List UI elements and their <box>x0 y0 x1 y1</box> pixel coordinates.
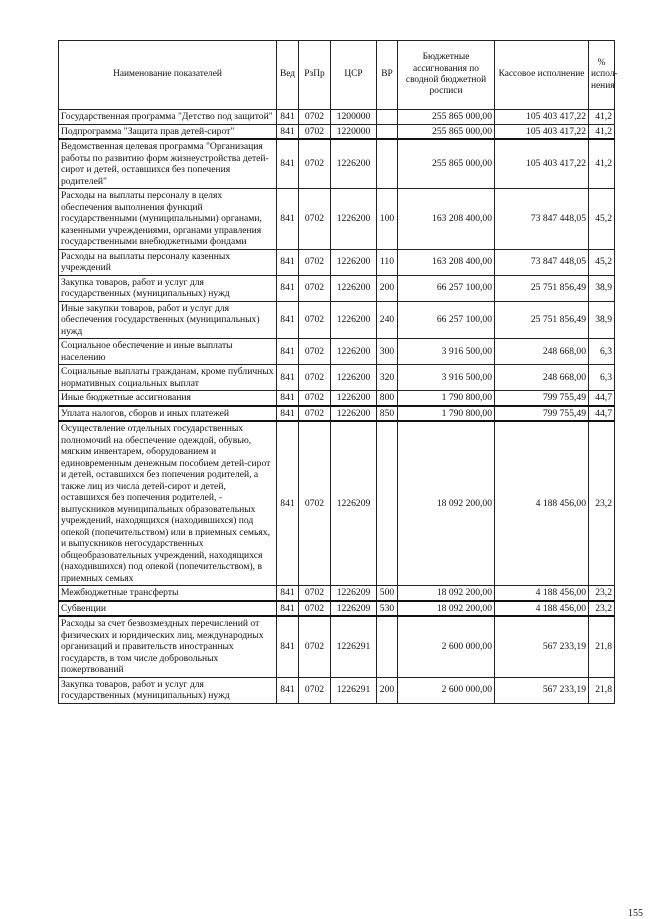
table-body <box>59 110 615 704</box>
cell-vr <box>377 110 398 125</box>
table-row <box>59 249 615 275</box>
cell-budget: 3 916 500,00 <box>398 365 495 391</box>
cell-vr: 200 <box>377 677 398 703</box>
cell-percent: 21,8 <box>589 616 615 677</box>
cell-budget: 66 257 100,00 <box>398 301 495 339</box>
table-row <box>59 124 615 139</box>
cell-rzpr: 0702 <box>299 421 331 586</box>
header-budget: Бюджетные ассигнования по сводной бюджетной росписи <box>398 41 495 110</box>
cell-percent: 44,7 <box>589 406 615 422</box>
cell-csr: 1226200 <box>331 189 377 250</box>
cell-ved: 841 <box>277 189 299 250</box>
budget-execution-table <box>58 40 618 704</box>
cell-name: Субвенции <box>59 601 277 617</box>
cell-csr: 1226200 <box>331 365 377 391</box>
header-ved: Вед <box>277 41 299 110</box>
cell-cash: 4 188 456,00 <box>495 601 589 617</box>
cell-budget: 163 208 400,00 <box>398 249 495 275</box>
cell-budget: 2 600 000,00 <box>398 677 495 703</box>
table-row <box>59 677 615 703</box>
cell-name: Подпрограмма "Защита прав детей-сирот" <box>59 124 277 139</box>
cell-ved: 841 <box>277 677 299 703</box>
cell-ved: 841 <box>277 249 299 275</box>
cell-ved: 841 <box>277 421 299 586</box>
cell-cash: 73 847 448,05 <box>495 189 589 250</box>
cell-budget: 163 208 400,00 <box>398 189 495 250</box>
budget-report-page <box>58 40 643 919</box>
cell-ved: 841 <box>277 110 299 125</box>
cell-ved: 841 <box>277 124 299 139</box>
cell-budget: 1 790 800,00 <box>398 406 495 422</box>
cell-percent: 41,2 <box>589 139 615 189</box>
cell-percent: 23,2 <box>589 601 615 617</box>
cell-cash: 799 755,49 <box>495 406 589 422</box>
cell-cash: 25 751 856,49 <box>495 301 589 339</box>
cell-rzpr: 0702 <box>299 601 331 617</box>
cell-ved: 841 <box>277 406 299 422</box>
cell-budget: 1 790 800,00 <box>398 391 495 406</box>
cell-percent: 38,9 <box>589 301 615 339</box>
cell-percent: 45,2 <box>589 189 615 250</box>
cell-percent: 23,2 <box>589 421 615 586</box>
cell-percent: 6,3 <box>589 339 615 365</box>
cell-csr: 1226200 <box>331 139 377 189</box>
table-row <box>59 110 615 125</box>
cell-name: Государственная программа "Детство под защитой" <box>59 110 277 125</box>
cell-budget: 255 865 000,00 <box>398 139 495 189</box>
cell-vr: 300 <box>377 339 398 365</box>
cell-name: Осуществление отдельных государственных полномочий на обеспечение одеждой, обувью, мягким инвентарем, оборудованием и единовременным денежным пособием детей-сирот и детей, оставшихся без попечения родителей, а также лиц из числа детей-сирот и детей, оставшихся без попечения родителей, - выпускников муниципальных образовательных учреждений, находящихся (находившихся) под опекой (попечительством) или в приемных семьях, и выпускников негосударственных общеобразовательных учреждений, находящихся (находившихся) под опекой (попечительством), в приемных семьях <box>59 421 277 586</box>
cell-cash: 105 403 417,22 <box>495 124 589 139</box>
cell-vr <box>377 124 398 139</box>
cell-csr: 1226200 <box>331 339 377 365</box>
cell-cash: 248 668,00 <box>495 365 589 391</box>
cell-name: Расходы на выплаты персоналу в целях обеспечения выполнения функций государственными (муниципальными) органами, казенными учреждениями, органами управления государственными внебюджетными фондами <box>59 189 277 250</box>
cell-vr <box>377 616 398 677</box>
cell-name: Закупка товаров, работ и услуг для государственных (муниципальных) нужд <box>59 677 277 703</box>
cell-percent: 38,9 <box>589 275 615 301</box>
cell-vr: 110 <box>377 249 398 275</box>
table-row <box>59 601 615 617</box>
cell-ved: 841 <box>277 616 299 677</box>
cell-budget: 255 865 000,00 <box>398 124 495 139</box>
cell-rzpr: 0702 <box>299 124 331 139</box>
cell-rzpr: 0702 <box>299 189 331 250</box>
cell-csr: 1226291 <box>331 677 377 703</box>
cell-csr: 1226200 <box>331 391 377 406</box>
table-row <box>59 301 615 339</box>
cell-vr: 500 <box>377 586 398 601</box>
cell-rzpr: 0702 <box>299 339 331 365</box>
cell-percent: 44,7 <box>589 391 615 406</box>
cell-percent: 41,2 <box>589 110 615 125</box>
cell-percent: 23,2 <box>589 586 615 601</box>
table-row <box>59 365 615 391</box>
cell-cash: 105 403 417,22 <box>495 139 589 189</box>
cell-csr: 1200000 <box>331 110 377 125</box>
header-csr: ЦСР <box>331 41 377 110</box>
cell-ved: 841 <box>277 339 299 365</box>
cell-ved: 841 <box>277 275 299 301</box>
cell-ved: 841 <box>277 391 299 406</box>
cell-rzpr: 0702 <box>299 301 331 339</box>
header-cash: Кассовое исполнение <box>495 41 589 110</box>
table-row <box>59 421 615 586</box>
cell-name: Расходы на выплаты персоналу казенных учреждений <box>59 249 277 275</box>
cell-cash: 25 751 856,49 <box>495 275 589 301</box>
cell-budget: 2 600 000,00 <box>398 616 495 677</box>
table-row <box>59 391 615 406</box>
cell-budget: 18 092 200,00 <box>398 586 495 601</box>
table-header-row <box>59 41 615 110</box>
cell-name: Ведомственная целевая программа "Организация работы по развитию форм жизнеустройства детей-сирот и детей, оставшихся без попечения родителей" <box>59 139 277 189</box>
header-rzpr: РзПр <box>299 41 331 110</box>
cell-vr: 240 <box>377 301 398 339</box>
cell-rzpr: 0702 <box>299 249 331 275</box>
cell-vr <box>377 421 398 586</box>
cell-percent: 6,3 <box>589 365 615 391</box>
cell-vr: 200 <box>377 275 398 301</box>
cell-percent: 21,8 <box>589 677 615 703</box>
header-percent: % испол-нения <box>589 41 615 110</box>
cell-rzpr: 0702 <box>299 110 331 125</box>
cell-vr: 530 <box>377 601 398 617</box>
table-row <box>59 616 615 677</box>
cell-ved: 841 <box>277 301 299 339</box>
cell-vr: 100 <box>377 189 398 250</box>
cell-csr: 1226209 <box>331 421 377 586</box>
cell-budget: 66 257 100,00 <box>398 275 495 301</box>
cell-rzpr: 0702 <box>299 677 331 703</box>
cell-budget: 3 916 500,00 <box>398 339 495 365</box>
cell-rzpr: 0702 <box>299 586 331 601</box>
cell-budget: 255 865 000,00 <box>398 110 495 125</box>
cell-cash: 105 403 417,22 <box>495 110 589 125</box>
header-vr: ВР <box>377 41 398 110</box>
cell-vr: 320 <box>377 365 398 391</box>
cell-csr: 1220000 <box>331 124 377 139</box>
cell-name: Социальное обеспечение и иные выплаты населению <box>59 339 277 365</box>
table-row <box>59 339 615 365</box>
cell-rzpr: 0702 <box>299 365 331 391</box>
cell-csr: 1226291 <box>331 616 377 677</box>
cell-csr: 1226209 <box>331 586 377 601</box>
cell-name: Закупка товаров, работ и услуг для государственных (муниципальных) нужд <box>59 275 277 301</box>
cell-csr: 1226200 <box>331 301 377 339</box>
cell-ved: 841 <box>277 365 299 391</box>
cell-cash: 4 188 456,00 <box>495 586 589 601</box>
cell-rzpr: 0702 <box>299 139 331 189</box>
cell-budget: 18 092 200,00 <box>398 421 495 586</box>
table-row <box>59 586 615 601</box>
cell-budget: 18 092 200,00 <box>398 601 495 617</box>
cell-rzpr: 0702 <box>299 391 331 406</box>
table-row <box>59 275 615 301</box>
cell-cash: 567 233,19 <box>495 616 589 677</box>
cell-rzpr: 0702 <box>299 616 331 677</box>
cell-rzpr: 0702 <box>299 406 331 422</box>
cell-cash: 4 188 456,00 <box>495 421 589 586</box>
cell-csr: 1226200 <box>331 249 377 275</box>
table-row <box>59 406 615 422</box>
cell-cash: 248 668,00 <box>495 339 589 365</box>
table-row <box>59 189 615 250</box>
cell-vr: 800 <box>377 391 398 406</box>
cell-percent: 45,2 <box>589 249 615 275</box>
cell-cash: 567 233,19 <box>495 677 589 703</box>
cell-name: Социальные выплаты гражданам, кроме публичных нормативных социальных выплат <box>59 365 277 391</box>
cell-csr: 1226200 <box>331 406 377 422</box>
page-number: 155 <box>628 908 643 919</box>
cell-name: Расходы за счет безвозмездных перечислений от физических и юридических лиц, международных организаций и правительств иностранных государств, в том числе добровольных пожертвований <box>59 616 277 677</box>
cell-ved: 841 <box>277 139 299 189</box>
cell-csr: 1226200 <box>331 275 377 301</box>
cell-ved: 841 <box>277 586 299 601</box>
header-name: Наименование показателей <box>59 41 277 110</box>
cell-vr <box>377 139 398 189</box>
cell-cash: 799 755,49 <box>495 391 589 406</box>
cell-name: Межбюджетные трансферты <box>59 586 277 601</box>
cell-name: Уплата налогов, сборов и иных платежей <box>59 406 277 422</box>
cell-cash: 73 847 448,05 <box>495 249 589 275</box>
cell-name: Иные бюджетные ассигнования <box>59 391 277 406</box>
cell-vr: 850 <box>377 406 398 422</box>
cell-percent: 41,2 <box>589 124 615 139</box>
cell-csr: 1226209 <box>331 601 377 617</box>
cell-rzpr: 0702 <box>299 275 331 301</box>
cell-ved: 841 <box>277 601 299 617</box>
table-row <box>59 139 615 189</box>
cell-name: Иные закупки товаров, работ и услуг для обеспечения государственных (муниципальных) нужд <box>59 301 277 339</box>
